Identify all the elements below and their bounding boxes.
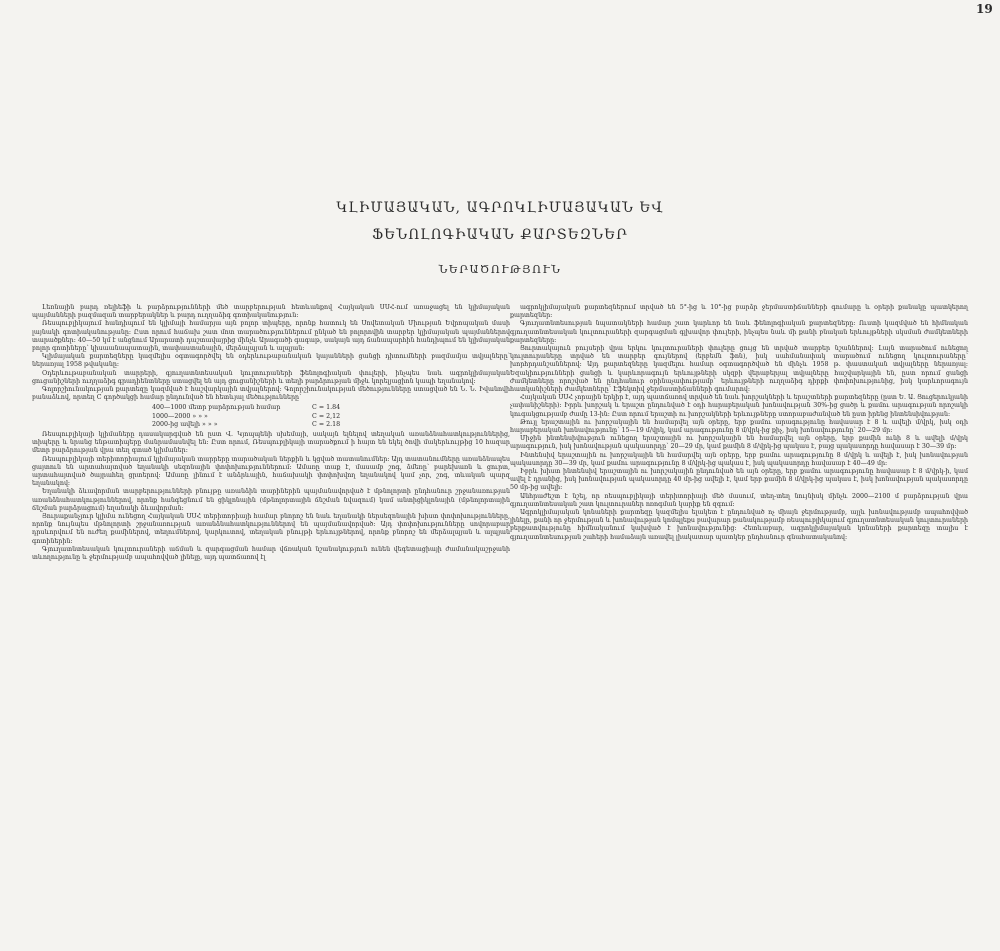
table-cell-value: C = 1.84 xyxy=(312,404,341,412)
paragraph: Գյուղատնտեսական կուլտուրաների աճման և զարգացման համար վճռական նշանակություն ունեն վեգետացիայի ժամանակաշրջանի տևողությունը և ջերմությամբ ապահովված լինելը, այդ պատճառով էլ xyxy=(32,545,510,562)
paragraph: Անհրաժեշտ է նշել, որ ռեսպուբլիկայի տերիտորիայի մեծ մասում, տեղ-տեղ նույնիսկ մինչև 2000—2100 մ բարձրության վրա գյուղատնտեսական շատ կուլտուրաներ ոռոգման կարիք են զգում: xyxy=(510,492,968,508)
page-number: 19 xyxy=(976,2,993,16)
paragraph: Միջին ինտենսիվություն ունեցող երաշտային ու խորշակային են համարվել այն օրերը, երբ քամին ունի 8 և ավելի մ/վրկ արագություն, իսկ խոնավության պակասորդը՝ 20—29 մր, կամ քամին 8 մ/վրկ-ից պակաս է, բայց պակասորդը հավասար է 30—39 մր: xyxy=(510,435,968,451)
paragraph: Ռեսպուբլիկայում հանդիպում են կլիմայի համարյա այն բոլոր տիպերը, որոնք հատուկ են Սովետական Միության Եվրոպական մասի լայնակի գոտիականությանը: Ըստ որում հաճախ շատ մոտ տարածություններում ընկած են բոլորովին տարբեր կլիմայական պայմաններով տարածքներ: 40—50 կմ է անցնում Արարատի դաշտավայրից մինչև Արագածի գագաթ, սակայն այդ ճանապարհին հանդիպում են կլիմայական բոլոր գոտիները՝ կիսաանապատային, տափաստանային, մերձալպյան և ալպյան: xyxy=(32,320,510,353)
paragraph: Լեռնային բարդ ռելիեֆի և բարձրությունների մեծ տարբերության հետևանքով Հայկական ՍՍՀ-ում առաջացել են կլիմայական պայմանների բազմազան տարբերակներ և բարդ ուղղաձիգ գոտիականություն: xyxy=(32,304,510,320)
table-cell-value: C = 2,12 xyxy=(312,412,341,420)
table-row xyxy=(152,421,510,429)
table-cell-range: 1000—2000 » » » xyxy=(152,412,208,420)
page-title-line-1: ԿԼԻՄԱՅԱԿԱՆ, ԱԳՐՈԿԼԻՄԱՅԱԿԱՆ ԵՎ xyxy=(336,200,664,216)
paragraph: Գոլորշիունակության քարտեզը կազմված է հաշվարկային տվյալներով: Գոլորշիունակության մեծությունները ստացված են Ն. Ն. Իվանովի բանաձևով, որտեղ C գործակցի համար ընդունված են հետևյալ մեծությունները՝ xyxy=(32,386,510,402)
page-title-line-2: ՖԵՆՈԼՈԳԻԱԿԱՆ ՔԱՐՏԵԶՆԵՐ xyxy=(372,227,628,243)
section-heading: ՆԵՐԱԾՈՒԹՅՈՒՆ xyxy=(438,263,562,276)
table-row xyxy=(152,404,510,412)
table-cell-range: 2000-ից ավելի » » » xyxy=(152,420,218,428)
table-cell-range: 400—1000 մետր բարձրության համար xyxy=(152,404,281,412)
table-row xyxy=(152,413,510,421)
paragraph: Ցուրտակայուն բույսերի վրա երկու կուլտուրաների փուլերը ցույց են տրված տարբեր նշաններով: Լայն տարածում ունեցող կուլտուրաները տրված են տարբեր գույներով (երբեմն ֆոն), իսկ սահմանափակ տարածում ունեցող կուլտուրաները՝ խորհրդանշաններով: Այդ քարտեզները կազմելու համար օգտագործված են մինչև 1958 թ. փաստական տվյալները ներառյալ: Եզակիությունների ցանցի և կարևորագույն երևույթների սկզբի վերաբերյալ տվյալները հաշվարկային են, ըստ որում ցանցի ժամկետները որոշված են ընդհանուր օրինաչափությամբ՝ երևույթների ուղղաձիգ դիրքի փոփոխությունից, իսկ կարևորագույն հատկանիշների ժամկետները՝ Էֆեկտիվ ջերմաստիճանների գումարով: xyxy=(510,345,968,394)
right-text-column xyxy=(510,304,968,542)
paragraph: Իբրև խիստ ինտենսիվ երաշտային ու խորշակային ընդունված են այն օրերը, երբ քամու արագությունը հավասար է 8 մ/վրկ-ի, կամ ավել է դրանից, իսկ խոնավության պակասորդը 40 մր-ից ավելի է, կամ երբ քամին 8 մ/վրկ-ից պակաս է, իսկ խոնավության պակասորդը 50 մր-ից ավելի: xyxy=(510,468,968,492)
paragraph: Յուրաքանչյուր կլիմա ունեցող Հայկական ՍՍՀ տերիտորիայի համար բնորոշ են նաև եղանակի ներսեզոնային խիստ փոփոխությունները, որոնք նույնպես մթնոլորտի շրջանառության առանձնահատկություններով են պայմանավորված: Այդ փոփոխությունները սովորաբար դրսևորվում են ուժեղ քամիներով, տեղումներով, կարկուտով, տեղական բնույթի երևույթներով, որոնք բնորոշ են մերձալպյան և ալպյան գոտիներին: xyxy=(32,513,510,545)
paragraph: Հայկական ՍՍՀ չորային երկիր է, այդ պատճառով տրված են նաև խորշակների և երաշտների քարտեզները (ըստ Ե. Ա. Ցուցերուկյանի չափանիշների): Իրրև խորշակ և երաշտ ընդունված է օդի հարաբերական խոնավության 30%-ից ցածր և քամու արագության որոշակի կուգակցությամբ ժամը 13-ին: Ըստ որում երաշտի ու խորշակների երևույթները ստորաբաժանված են ըստ իրենց ինտենսիվության: xyxy=(510,394,968,418)
paragraph: Գյուղատնտեսության նպատակների համար շատ կարևոր են նաև ֆենոլոգիական քարտեզները: Ուստի կազմված են հիմնական գյուղատնտեսական կուլտուրաների զարգացման գլխավոր փուլերի, ինչպես նաև մի քանի բնական երևույթների սկսման ժամկետների քարտեզները: xyxy=(510,320,968,344)
paragraph: Ռեսպուբլիկայի տերիտորիայում կլիմայական տարրերը տարածական ներքին և կցված տատանումներ: Այդ տատանումները առանձնապես ցայտուն են արտահայտված եղանակի սեզոնային փոփոխություններում: Ամառը տաք է, մասամբ շոգ, ձմեռը՝ բարեխառն և ցուրտ, արտահայտված ծայրահեղ ցրտերով: Ամառը լինում է անձրևային, հաճախակի փոփոխվող եղանակով կամ չոր, շոգ, տևական պարզ եղանակով: xyxy=(32,455,510,488)
table-cell-value: C = 2.18 xyxy=(312,420,341,428)
paragraph: Թույլ երաշտային ու խորշակային են համարվել այն օրերը, երբ քամու արագությունը հավասար է 8 և ավելի մ/վրկ, իսկ օդի հարաբերական խոնավությունը՝ 15—19 մ/վրկ, կամ արագությունը 8 մ/վրկ-ից քիչ, իսկ խոնավությունը՝ 20—29 մր: xyxy=(510,418,968,435)
paragraph: Ինտենսիվ երաշտային ու խորշակային են համարվել այն օրերը, երբ քամու արագությունը 8 մ/վրկ և ավելի է, իսկ խոնավության պակասորդը 30—39 մր, կամ քամու արագությունը 8 մ/վրկ-ից պակաս է, իսկ պակասորդը հավասար է 40—49 մր: xyxy=(510,451,968,467)
paragraph: Ռեսպուբլիկայի կլիմաները դասակարգված են ըստ Վ. Կյոպպենի սխեմայի, սակայն ելնելով տեղական առանձնահատկություններից, տիպերը և նրանց ենթատիպերը մանրամասնվել են: Ըստ որում, Ռեսպուբլիկայի տարածքում ի հայտ են եկել ծովի մակերևույթից 10 հազար մետր բարձրության վրա տեղ գտած կլիմաներ: xyxy=(32,431,510,455)
left-text-column xyxy=(32,304,510,562)
coefficient-table xyxy=(152,404,510,429)
paragraph: Օդերևութաբանական տարրերի, գյուղատնտեսական կուլտուրաների ֆենոլոգիական փուլերի, ինչպես նաև ագրոկլիմայական ցուցանիշների ուղղաձիգ գրադիենտները ստացվել են այդ ցուցանիշների և տեղի բարձրության միջև կորելյացիոն կապի եղանակով: xyxy=(32,369,510,385)
paragraph: Կլիմայական քարտեզները կազմելիս օգտագործվել են օդերևութաբանական կայանների ցանցի դիտումների բազմամյա տվյալները՝ ներառյալ 1958 թվականը: xyxy=(32,353,510,369)
paragraph: Եղանակի ձևավորման տարբերությունների բնույթը առանձին տարիներին պայմանավորված է մթնոլորտի ընդհանուր շրջանառության առանձնահատկություններով, որոնք հանգեցնում են ցիկլոնային (մթնոլորտային ճնշման նվազում) կամ անտիցիկլոնային (մթնոլորտային ճնշման բարձրացում) եղանակի ձևավորման: xyxy=(32,488,510,512)
paragraph: ագրոկլիմայական քարտեզներում տրված են 5°-ից և 10°-ից բարձր ջերմաստիճանների գումարը և օրերի քանակը պատկերող քարտեզներ: xyxy=(510,304,968,320)
paragraph: Ագրոկլիմայական կոնաների քարտեզը կազմելիս ելակետ է ընդունված ոչ միայն ջերմությամբ, այլև խոնավությամբ ապահովված լինելը, քանի որ ջերմության և խոնավության կոմպլեքս բավարար քանակությամբ ռեսպուբլիկայում գյուղատնտեսական կուլտուրաների բերքատվությունը հիմնականում կախված է խոնավությունից: Հետևաբար, ագրոկլիմայական կոնաների քարտեզը տալիս է գյուղատնտեսության շահերի համաձայն առավել լիակատար պատկեր ընդհանուր գնահատականով: xyxy=(510,509,968,541)
